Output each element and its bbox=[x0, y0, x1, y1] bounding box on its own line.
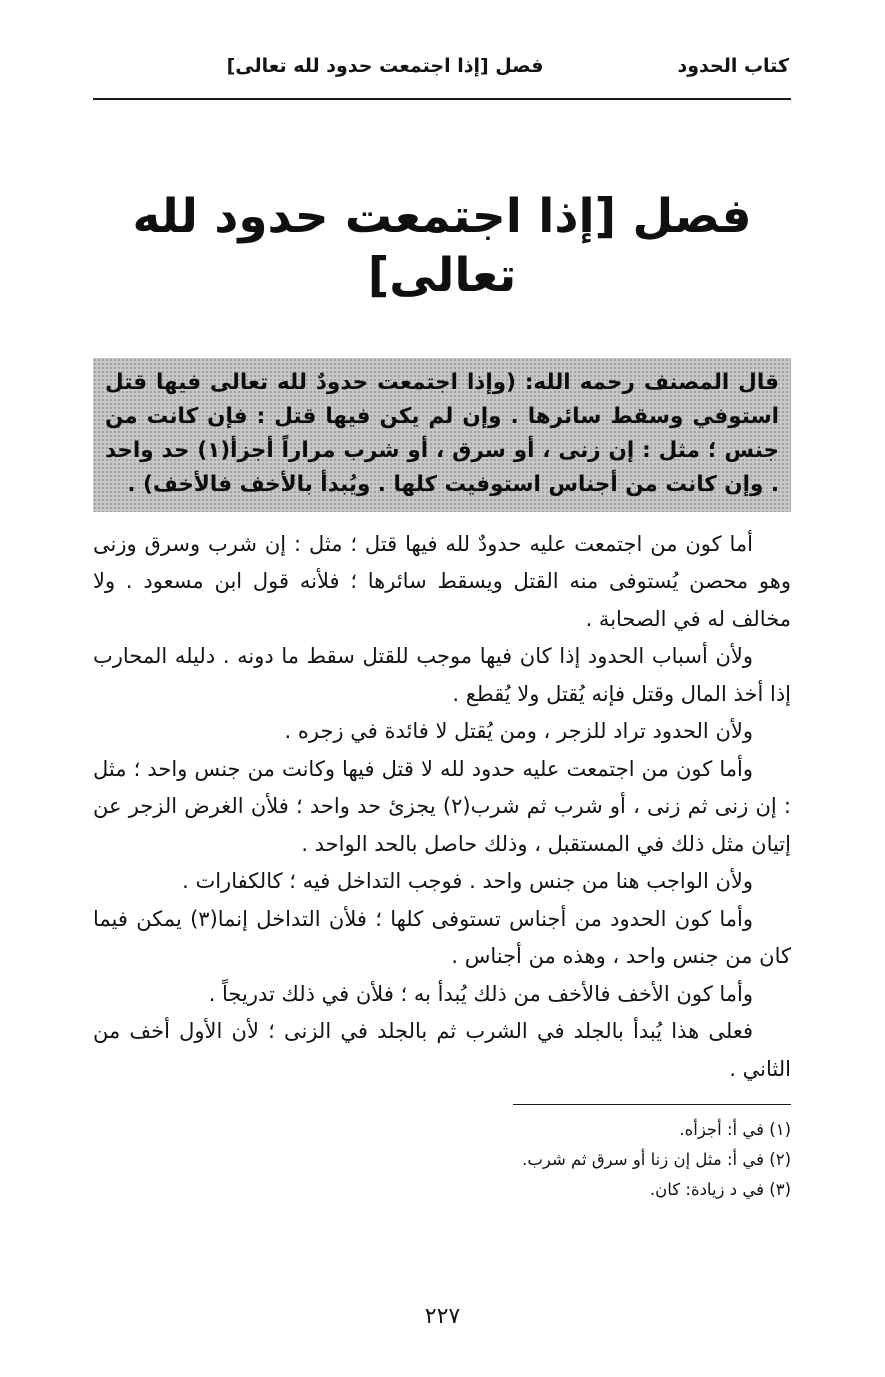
paragraph: وأما كون الأخف فالأخف من ذلك يُبدأ به ؛ فلأن في ذلك تدريجاً . bbox=[208, 981, 753, 1006]
page-number: ٢٢٧ bbox=[424, 1304, 461, 1329]
footnotes bbox=[93, 1115, 791, 1205]
paragraph: ولأن الحدود تراد للزجر ، ومن يُقتل لا فائدة في زجره . bbox=[284, 719, 753, 743]
paragraph: وأما كون من اجتمعت عليه حدود لله لا قتل فيها وكانت من جنس واحد ؛ مثل : إن زنى ثم زنى ، أو شرب ثم شرب(٢) يجزئ حد واحد ؛ فلأن الغرض الزجر عن إتيان مثل ذلك في المستقبل ، وذلك حاصل بالحد الواحد . bbox=[93, 756, 791, 856]
matn-block: قال المصنف رحمه الله: (وإذا اجتمعت حدودٌ لله تعالى فيها قتل استوفي وسقط سائرها . وإن لم يكن فيها قتل : فإن كانت من جنس ؛ مثل : إن زنى ، أو سرق ، أو شرب مراراً أجزأ(١) حد واحد . وإن كانت من أجناس استوفيت كلها . ويُبدأ بالأخف فالأخف) . bbox=[93, 358, 791, 512]
footnote: (١) في أ: أجزأه. bbox=[679, 1120, 791, 1139]
header-rule bbox=[93, 98, 791, 100]
paragraph: أما كون من اجتمعت عليه حدودٌ لله فيها قتل ؛ مثل : إن شرب وسرق وزنى وهو محصن يُستوفى منه القتل ويسقط سائرها ؛ فلأنه قول ابن مسعود . ولا مخالف له في الصحابة . bbox=[93, 531, 791, 631]
commentary-body bbox=[93, 526, 791, 1089]
header-chapter-title: فصل [إذا اجتمعت حدود لله تعالى] bbox=[226, 55, 544, 77]
paragraph: ولأن أسباب الحدود إذا كان فيها موجب للقتل سقط ما دونه . دليله المحارب إذا أخذ المال وقتل فإنه يُقتل ولا يُقطع . bbox=[93, 644, 791, 706]
header-book-title: كتاب الحدود bbox=[677, 55, 789, 77]
running-head bbox=[93, 55, 791, 89]
paragraph: فعلى هذا يُبدأ بالجلد في الشرب ثم بالجلد في الزنى ؛ لأن الأول أخف من الثاني . bbox=[93, 1019, 791, 1081]
paragraph: وأما كون الحدود من أجناس تستوفى كلها ؛ فلأن التداخل إنما(٣) يمكن فيما كان من جنس واحد ، وهذه من أجناس . bbox=[93, 906, 791, 968]
footnote: (٢) في أ: مثل إن زنا أو سرق ثم شرب. bbox=[522, 1150, 791, 1169]
chapter-title: فصل [إذا اجتمعت حدود لله تعالى] bbox=[132, 189, 752, 303]
footnote-separator bbox=[513, 1104, 791, 1105]
footnote: (٣) في د زيادة: كان. bbox=[649, 1180, 791, 1199]
paragraph: ولأن الواجب هنا من جنس واحد . فوجب التداخل فيه ؛ كالكفارات . bbox=[182, 869, 753, 893]
